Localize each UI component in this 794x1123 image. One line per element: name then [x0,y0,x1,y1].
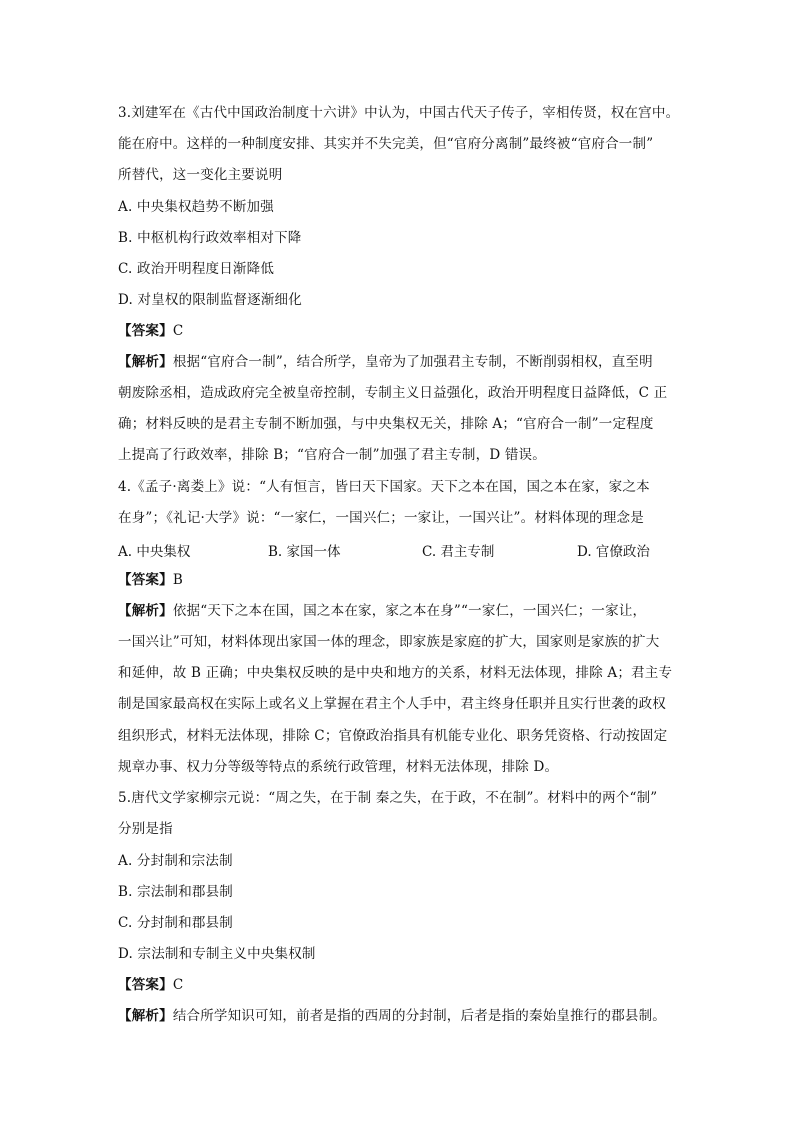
answer-label: 【答案】 [118,323,173,339]
q4-stem-line-2: 在身”；《礼记·大学》说：“一家仁，一国兴仁；一家让，一国兴让”。材料体现的理念是 [118,510,644,526]
q4-options-row [118,540,678,558]
q4-analysis-line-3: 和延伸，故 B 正确；中央集权反映的是中央和地方的关系，材料无法体现，排除 A；君主专 [118,665,673,681]
answer-value: C [172,977,184,993]
q3-analysis-line-3: 确；材料反映的是君主专制不断加强，与中央集权无关，排除 A；“官府合一制”一定程度 [118,416,654,432]
answer-label: 【答案】 [118,977,173,993]
q4-option-b: B. 家国一体 [268,544,341,560]
q5-analysis-line-1 [118,1007,666,1025]
q3-option-c: C. 政治开明程度日渐降低 [118,261,275,277]
q4-option-a: A. 中央集权 [118,544,191,560]
analysis-text: 结合所学知识可知，前者是指的西周的分封制，后者是指的秦始皇推行的郡县制。 [172,1008,667,1024]
q3-analysis-line-2: 朝废除丞相，造成政府完全被皇帝控制，专制主义日益强化，政治开明程度日益降低，C 正 [118,385,668,401]
q3-answer [118,322,183,340]
q5-option-d: D. 宗法制和专制主义中央集权制 [118,946,316,962]
q4-analysis-line-6: 规章办事、权力分等级等特点的系统行政管理，材料无法体现，排除 D。 [118,759,559,775]
analysis-label: 【解析】 [118,354,173,370]
analysis-text: 根据“官府合一制”，结合所学，皇帝为了加强君主专制，不断削弱相权，直至明 [172,354,653,370]
q3-option-b: B. 中枢机构行政效率相对下降 [118,230,302,246]
q3-stem-line-3: 所替代，这一变化主要说明 [118,167,283,183]
q5-option-a: A. 分封制和宗法制 [118,853,233,869]
q3-stem-line-1: 3.刘建军在《古代中国政治制度十六讲》中认为，中国古代天子传子，宰相传贤，权在宫中。 [118,105,680,121]
q5-stem-line-1: 5.唐代文学家柳宗元说：“周之失，在于制 秦之失，在于政，不在制”。材料中的两个“制” [118,790,658,806]
q4-answer [118,571,183,589]
q5-option-c: C. 分封制和郡县制 [118,915,233,931]
q5-answer [118,976,183,994]
q4-option-d: D. 官僚政治 [577,544,650,560]
q3-analysis-line-4: 上提高了行政效率，排除 B；“官府合一制”加强了君主专制，D 错误。 [118,447,546,463]
q4-analysis-line-1 [118,602,646,620]
analysis-label: 【解析】 [118,1008,173,1024]
q3-analysis-line-1 [118,353,653,371]
analysis-label: 【解析】 [118,603,173,619]
q4-option-c: C. 君主专制 [422,544,495,560]
answer-label: 【答案】 [118,572,173,588]
q4-analysis-line-2: 一国兴让”可知，材料体现出家国一体的理念，即家族是家庭的扩大，国家则是家族的扩大 [118,634,660,650]
q3-option-d: D. 对皇权的限制监督逐渐细化 [118,292,302,308]
answer-value: B [172,572,183,588]
q4-analysis-line-4: 制是国家最高权在实际上或名义上掌握在君主个人手中，君主终身任职并且实行世袭的政权 [118,696,666,712]
q3-option-a: A. 中央集权趋势不断加强 [118,199,274,215]
q4-analysis-line-5: 组织形式，材料无法体现，排除 C；官僚政治指具有机能专业化、职务凭资格、行动按固定 [118,728,668,744]
analysis-text: 依据“天下之本在国，国之本在家，家之本在身”“一家仁，一国兴仁；一家让， [172,603,647,619]
q5-stem-line-2: 分别是指 [118,821,173,837]
q5-option-b: B. 宗法制和郡县制 [118,884,234,900]
q3-stem-line-2: 能在府中。这样的一种制度安排、其实并不失完美，但“官府分离制”最终被“官府合一制” [118,136,654,152]
answer-value: C [172,323,184,339]
q4-stem-line-1: 4.《孟子·离娄上》说：“人有恒言，皆曰天下国家。天下之本在国，国之本在家，家之本 [118,479,650,495]
